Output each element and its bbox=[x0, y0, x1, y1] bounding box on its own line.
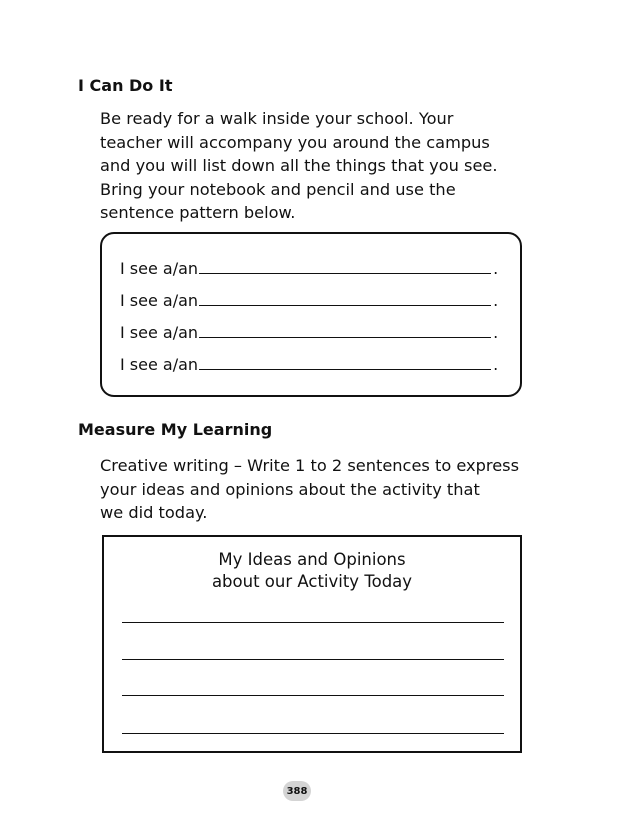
sentence-pattern-line bbox=[120, 290, 498, 310]
writing-line[interactable] bbox=[122, 622, 504, 623]
paragraph-line: your ideas and opinions about the activity that bbox=[100, 479, 480, 499]
paragraph-line: and you will list down all the things that you see. bbox=[100, 156, 498, 175]
fill-in-blank[interactable] bbox=[199, 322, 491, 338]
ideas-opinions-box bbox=[102, 535, 522, 753]
sentence-pattern-box bbox=[100, 232, 522, 397]
box-title-line: about our Activity Today bbox=[211, 572, 413, 591]
instructions-paragraph bbox=[100, 107, 540, 225]
sentence-pattern-line bbox=[120, 354, 498, 374]
box-title bbox=[104, 549, 520, 593]
fill-in-blank[interactable] bbox=[199, 290, 491, 306]
pattern-prefix: I see a/an bbox=[120, 259, 199, 278]
writing-line[interactable] bbox=[122, 695, 504, 696]
pattern-prefix: I see a/an bbox=[120, 291, 199, 310]
paragraph-line: sentence pattern below. bbox=[100, 203, 296, 222]
sentence-pattern-line bbox=[120, 258, 498, 278]
pattern-period: . bbox=[493, 291, 499, 310]
writing-line[interactable] bbox=[122, 659, 504, 660]
pattern-period: . bbox=[493, 259, 499, 278]
section-heading-measure-my-learning: Measure My Learning bbox=[78, 420, 273, 439]
sentence-pattern-line bbox=[120, 322, 498, 342]
pattern-prefix: I see a/an bbox=[120, 355, 199, 374]
paragraph-line: Be ready for a walk inside your school. Your bbox=[100, 109, 454, 128]
pattern-period: . bbox=[493, 323, 499, 342]
pattern-prefix: I see a/an bbox=[120, 323, 199, 342]
paragraph-line: Creative writing – Write 1 to 2 sentences to express bbox=[100, 456, 520, 475]
writing-line[interactable] bbox=[122, 733, 504, 734]
paragraph-line: Bring your notebook and pencil and use the bbox=[100, 179, 456, 199]
paragraph-line: teacher will accompany you around the campus bbox=[100, 132, 490, 152]
page-number-badge bbox=[283, 781, 311, 801]
section-heading-i-can-do-it: I Can Do It bbox=[78, 76, 173, 95]
creative-writing-paragraph bbox=[100, 454, 540, 525]
page-number: 388 bbox=[286, 785, 308, 797]
fill-in-blank[interactable] bbox=[199, 354, 491, 370]
pattern-period: . bbox=[493, 355, 499, 374]
fill-in-blank[interactable] bbox=[199, 258, 491, 274]
paragraph-line: we did today. bbox=[100, 503, 208, 522]
box-title-line: My Ideas and Opinions bbox=[218, 550, 406, 569]
